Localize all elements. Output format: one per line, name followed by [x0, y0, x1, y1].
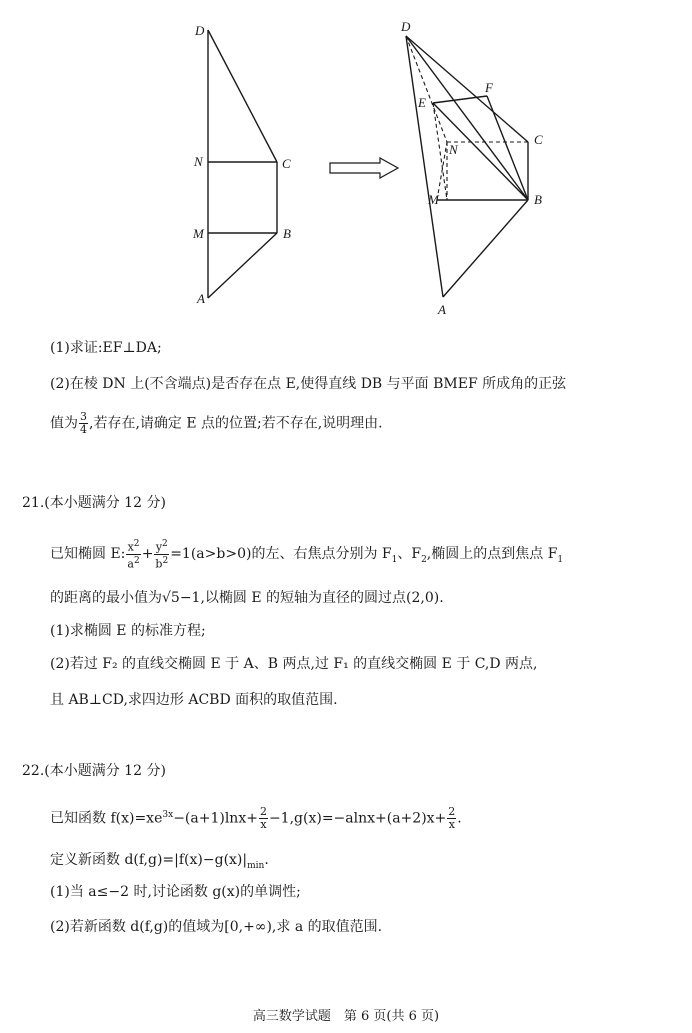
q20-value-prefix: 值为 [50, 415, 78, 432]
label-right-F: F [485, 80, 493, 95]
left-trapezoid [208, 30, 277, 298]
q20-part2-line2 [50, 411, 383, 436]
label-left-D: D [195, 23, 205, 38]
q21-heading: 21.(本小题满分 12 分) [22, 495, 166, 511]
label-left-M: M [193, 226, 204, 241]
q21-part2-line2: 且 AB⊥CD,求四边形 ACBD 面积的取值范围. [50, 692, 338, 708]
label-right-M: M [428, 192, 439, 207]
q21-line1: 已知椭圆 E: $\frac{x^2}{a^2}$ + $\frac{y^2}{b^2}$ =1(a>b>0)的左、右焦点分别为 $F_1$、$F_2$,椭圆上的点到焦点 $F_1$ [50, 539, 564, 571]
label-left-N: N [194, 154, 203, 169]
label-left-A: A [197, 291, 205, 306]
label-right-N: N [449, 142, 458, 157]
q22-line1: 已知函数 $f(x)=xe^{3x}-(a+1)\ln x+$ $\frac{2}{x}$ −1,g(x)=−alnx+(a+2)x+ $\frac{2}{x}$ . [50, 805, 462, 832]
fraction-x2-a2: $\frac{x^2}{a^2}$ [127, 539, 140, 571]
label-left-C: C [282, 156, 291, 171]
fraction-2-over-x: $\frac{2}{x}$ [259, 805, 267, 832]
label-right-E: E [418, 95, 426, 110]
label-right-C: C [534, 132, 543, 147]
fraction-y2-b2: $\frac{y^2}{b^2}$ [155, 539, 169, 571]
q21-line2: 的距离的最小值为√5−1,以椭圆 E 的短轴为直径的圆过点(2,0). [50, 590, 444, 606]
q20-part1: (1)求证:EF⊥DA; [50, 340, 162, 356]
q22-part2: (2)若新函数 d(f,g)的值域为[0,+∞),求 a 的取值范围. [50, 919, 383, 935]
label-right-B: B [534, 192, 542, 207]
fraction-2-over-x-second: $\frac{2}{x}$ [448, 805, 456, 832]
right-solid [406, 36, 528, 297]
q22-heading: 22.(本小题满分 12 分) [22, 763, 166, 779]
q22-part1: (1)当 a≤−2 时,讨论函数 g(x)的单调性; [50, 884, 301, 900]
label-left-B: B [283, 226, 291, 241]
q21-part1: (1)求椭圆 E 的标准方程; [50, 623, 206, 639]
q20-value-suffix: ,若存在,请确定 E 点的位置;若不存在,说明理由. [89, 415, 383, 432]
fold-arrow [330, 158, 398, 178]
q22-line2: 定义新函数 $d(f,g)=|f(x)-g(x)|_{min}$. [50, 852, 269, 871]
q21-part2-line1: (2)若过 F₂ 的直线交椭圆 E 于 A、B 两点,过 F₁ 的直线交椭圆 E 于 C,D 两点, [50, 656, 538, 672]
fraction-three-quarters: $\frac{3}{4}$ [80, 410, 87, 436]
geometry-figure [0, 0, 692, 330]
page-footer: 高三数学试题 第 6 页(共 6 页) [252, 1009, 440, 1024]
label-right-A: A [438, 302, 446, 317]
label-right-D: D [401, 19, 411, 34]
q20-part2-line1: (2)在棱 DN 上(不含端点)是否存在点 E,使得直线 DB 与平面 BMEF 所成角的正弦 [50, 376, 567, 392]
